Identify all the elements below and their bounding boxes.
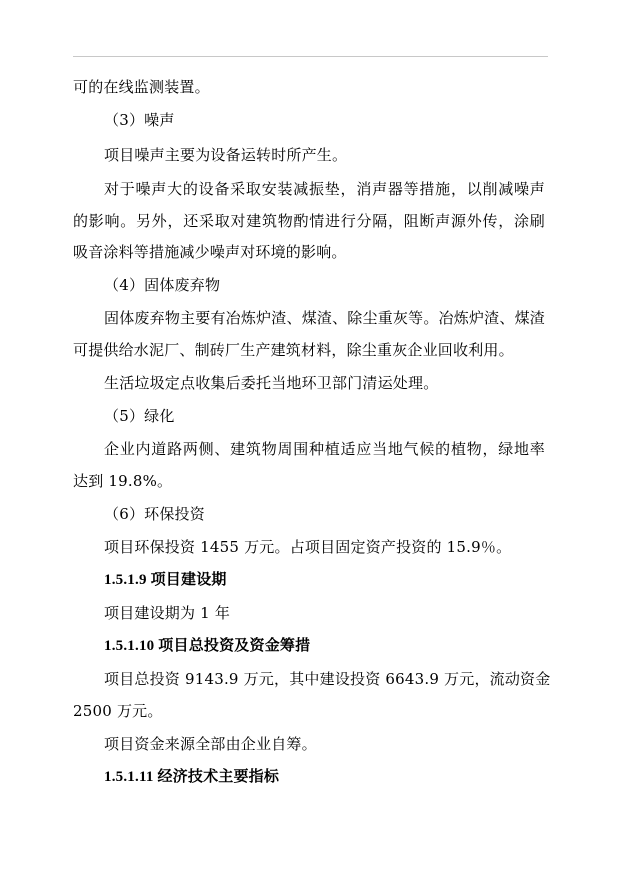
paragraph-line: 项目环保投资 1455 万元。占项目固定资产投资的 15.9％。 — [104, 538, 512, 556]
paragraph-line: 固体废弃物主要有冶炼炉渣、煤渣、除尘重灰等。冶炼炉渣、煤渣 — [104, 309, 545, 327]
paragraph-line: 企业内道路两侧、建筑物周围种植适应当地气候的植物，绿地率 — [104, 440, 545, 458]
header-rule — [73, 56, 548, 57]
paragraph-line: 项目噪声主要为设备运转时所产生。 — [104, 146, 348, 164]
paragraph-line: 达到 19.8%。 — [73, 472, 173, 490]
paragraph-line: 吸音涂料等措施减少噪声对环境的影响。 — [73, 243, 347, 261]
subsection-heading-economic-indicators: 1.5.1.11 经济技术主要指标 — [104, 769, 280, 785]
paragraph-line: 2500 万元。 — [73, 702, 163, 720]
paragraph-line: 可的在线监测装置。 — [73, 78, 210, 96]
section-heading-env-investment: （6）环保投资 — [104, 505, 205, 523]
paragraph-line: 项目总投资 9143.9 万元，其中建设投资 6643.9 万元，流动资金 — [104, 670, 551, 688]
paragraph-line: 的影响。另外，还采取对建筑物酌情进行分隔，阻断声源外传，涂刷 — [73, 212, 545, 230]
section-heading-greening: （5）绿化 — [104, 407, 175, 425]
paragraph-line: 对于噪声大的设备采取安装减振垫，消声器等措施，以削减噪声 — [104, 180, 545, 198]
paragraph-line: 可提供给水泥厂、制砖厂生产建筑材料，除尘重灰企业回收利用。 — [73, 341, 514, 359]
paragraph-line: 项目建设期为 1 年 — [104, 604, 231, 622]
paragraph-line: 生活垃圾定点收集后委托当地环卫部门清运处理。 — [104, 374, 439, 392]
paragraph-line: 项目资金来源全部由企业自筹。 — [104, 735, 317, 753]
section-heading-noise: （3）噪声 — [104, 111, 175, 129]
subsection-heading-construction-period: 1.5.1.9 项目建设期 — [104, 572, 227, 588]
subsection-heading-total-investment: 1.5.1.10 项目总投资及资金筹措 — [104, 638, 311, 654]
section-heading-solid-waste: （4）固体废弃物 — [104, 276, 221, 294]
